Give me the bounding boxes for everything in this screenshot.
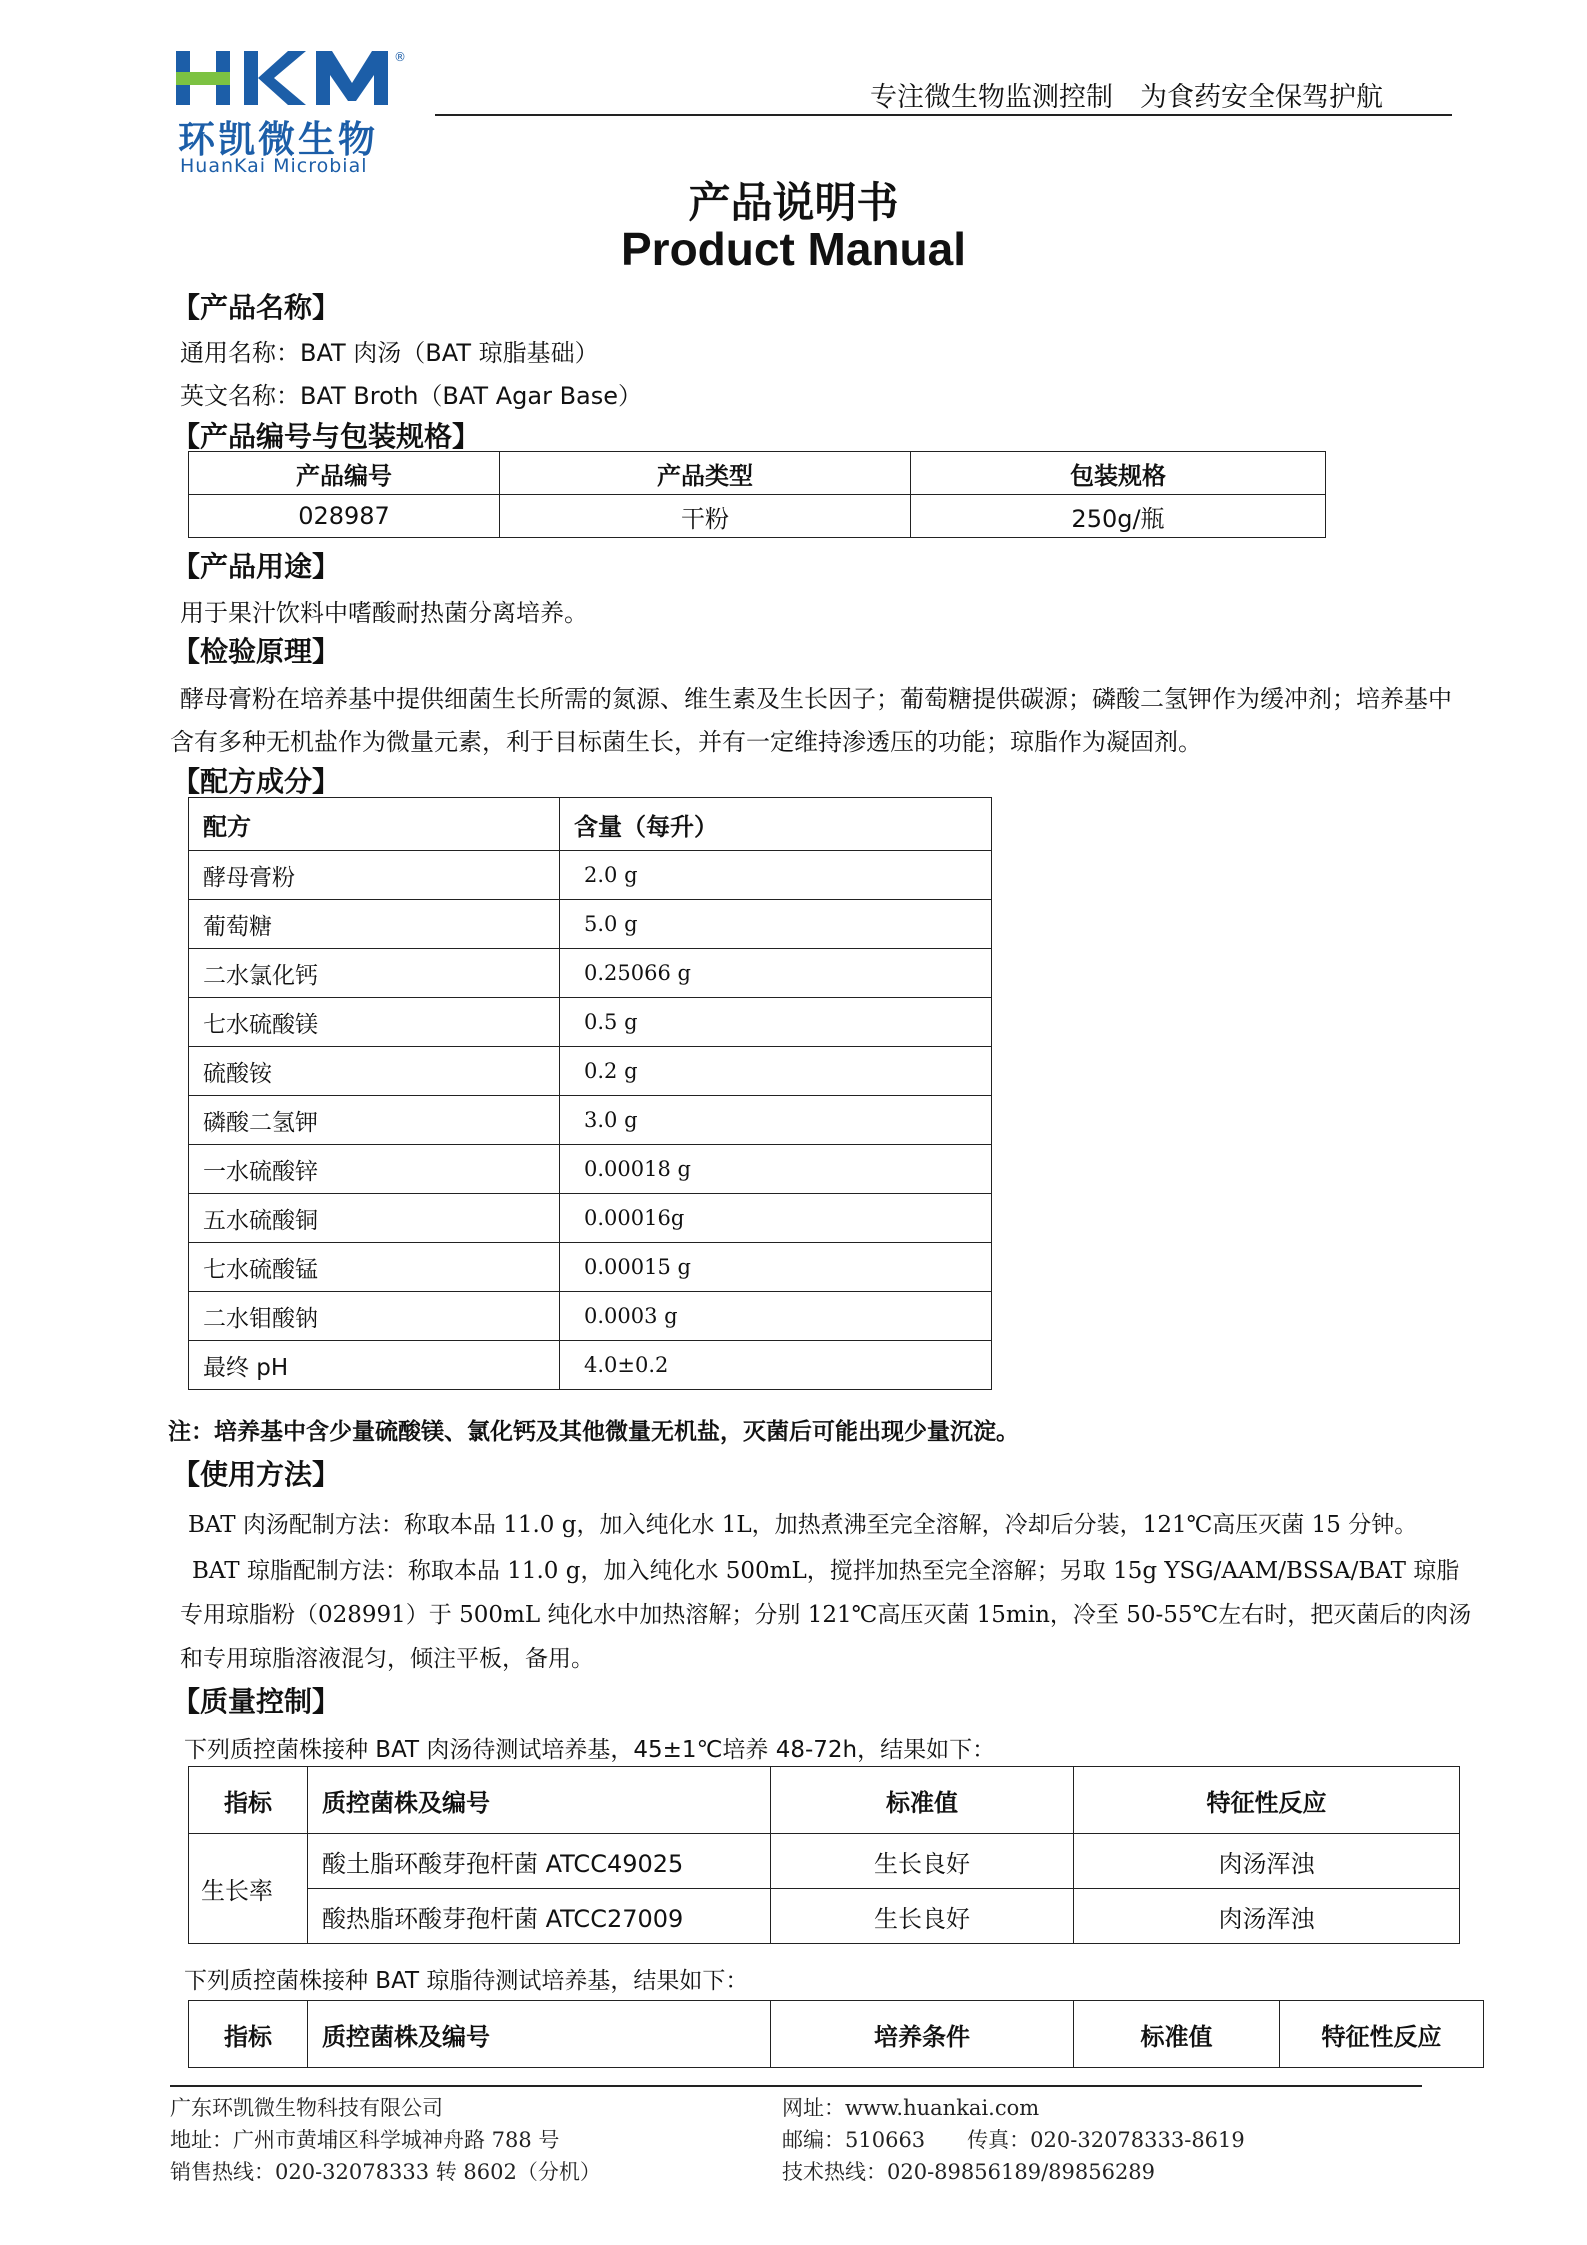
document-title-cn: 产品说明书 bbox=[688, 178, 899, 227]
table-cell: 生长率 bbox=[189, 1834, 308, 1944]
table-row bbox=[189, 1145, 992, 1194]
table-row bbox=[189, 1194, 992, 1243]
column-header: 特征性反应 bbox=[1280, 2001, 1484, 2068]
footer-divider bbox=[170, 2085, 1422, 2087]
table-row bbox=[189, 495, 1326, 538]
formula-note: 注：培养基中含少量硫酸镁、氯化钙及其他微量无机盐，灭菌后可能出现少量沉淀。 bbox=[168, 1419, 1019, 1445]
hkm-logo-mark-icon bbox=[170, 45, 440, 111]
packaging-table bbox=[188, 451, 1326, 538]
standard-value: 生长良好 bbox=[771, 1889, 1074, 1944]
method-line: BAT 肉汤配制方法：称取本品 11.0 g，加入纯化水 1L，加热煮沸至完全溶解，冷却后分装，121℃高压灭菌 15 分钟。 bbox=[188, 1512, 1418, 1538]
document-title-en: Product Manual bbox=[620, 223, 967, 275]
ingredient-name: 硫酸铵 bbox=[189, 1047, 560, 1096]
ingredient-amount: 3.0 g bbox=[560, 1096, 992, 1145]
ingredient-amount: 0.5 g bbox=[560, 998, 992, 1047]
ingredient-amount: 5.0 g bbox=[560, 900, 992, 949]
ingredient-amount: 0.00018 g bbox=[560, 1145, 992, 1194]
characteristic-reaction: 肉汤浑浊 bbox=[1074, 1834, 1460, 1889]
qc-intro-agar: 下列质控菌株接种 BAT 琼脂待测试培养基，结果如下： bbox=[184, 1968, 749, 1994]
footer-website: 网址：www.huankai.com bbox=[782, 2096, 1040, 2120]
column-header: 含量（每升） bbox=[560, 798, 992, 851]
ingredient-name: 二水氯化钙 bbox=[189, 949, 560, 998]
table-row bbox=[189, 1096, 992, 1145]
section-heading-quality-control: 【质量控制】 bbox=[172, 1685, 341, 1718]
qc-table-broth bbox=[188, 1766, 1460, 1944]
column-header: 指标 bbox=[189, 2001, 308, 2068]
column-header: 标准值 bbox=[771, 1767, 1074, 1834]
ingredient-amount: 2.0 g bbox=[560, 851, 992, 900]
footer-postcode-fax: 邮编：510663 传真：020-32078333-8619 bbox=[782, 2128, 1245, 2152]
footer-sales-hotline: 销售热线：020-32078333 转 8602（分机） bbox=[170, 2160, 601, 2184]
strain-name: 酸土脂环酸芽孢杆菌 ATCC49025 bbox=[308, 1834, 771, 1889]
column-header: 配方 bbox=[189, 798, 560, 851]
section-heading-method: 【使用方法】 bbox=[172, 1458, 341, 1491]
table-row bbox=[189, 1889, 1460, 1944]
method-line: BAT 琼脂配制方法：称取本品 11.0 g，加入纯化水 500mL，搅拌加热至完全溶解；另取 15g YSG/AAM/BSSA/BAT 琼脂 bbox=[192, 1558, 1460, 1584]
qc-intro-broth: 下列质控菌株接种 BAT 肉汤待测试培养基，45±1℃培养 48-72h，结果如下： bbox=[184, 1737, 996, 1763]
table-cell: 028987 bbox=[189, 495, 500, 538]
table-cell: 干粉 bbox=[500, 495, 911, 538]
column-header: 产品编号 bbox=[189, 452, 500, 495]
section-heading-usage: 【产品用途】 bbox=[172, 550, 341, 583]
ingredient-amount: 4.0±0.2 bbox=[560, 1341, 992, 1390]
principle-line: 含有多种无机盐作为微量元素，利于目标菌生长，并有一定维持渗透压的功能；琼脂作为凝固剂。 bbox=[170, 728, 1202, 756]
ingredient-amount: 0.00015 g bbox=[560, 1243, 992, 1292]
section-heading-principle: 【检验原理】 bbox=[172, 635, 341, 668]
method-line: 专用琼脂粉（028991）于 500mL 纯化水中加热溶解；分别 121℃高压灭菌 15min，冷至 50-55℃左右时，把灭菌后的肉汤 bbox=[180, 1602, 1472, 1628]
table-header-row bbox=[189, 452, 1326, 495]
table-header-row bbox=[189, 1767, 1460, 1834]
logo-chinese-name: 环凯微生物 bbox=[178, 118, 378, 161]
header-divider bbox=[435, 114, 1452, 116]
column-header: 质控菌株及编号 bbox=[308, 2001, 771, 2068]
ingredient-name: 最终 pH bbox=[189, 1341, 560, 1390]
footer-tech-hotline: 技术热线：020-89856189/89856289 bbox=[782, 2160, 1156, 2184]
ingredient-amount: 0.00016g bbox=[560, 1194, 992, 1243]
table-row bbox=[189, 998, 992, 1047]
column-header: 质控菌株及编号 bbox=[308, 1767, 771, 1834]
ingredient-name: 磷酸二氢钾 bbox=[189, 1096, 560, 1145]
ingredient-amount: 0.25066 g bbox=[560, 949, 992, 998]
ingredient-name: 二水钼酸钠 bbox=[189, 1292, 560, 1341]
formula-table bbox=[188, 797, 992, 1390]
table-row bbox=[189, 1834, 1460, 1889]
footer-company: 广东环凯微生物科技有限公司 bbox=[170, 2096, 443, 2120]
column-header: 包装规格 bbox=[911, 452, 1326, 495]
characteristic-reaction: 肉汤浑浊 bbox=[1074, 1889, 1460, 1944]
table-header-row bbox=[189, 798, 992, 851]
header-slogan: 专注微生物监测控制 为食药安全保驾护航 bbox=[870, 82, 1383, 113]
table-header-row bbox=[189, 2001, 1484, 2068]
table-row bbox=[189, 1292, 992, 1341]
ingredient-name: 酵母膏粉 bbox=[189, 851, 560, 900]
common-name: 通用名称：BAT 肉汤（BAT 琼脂基础） bbox=[180, 339, 599, 367]
ingredient-name: 七水硫酸锰 bbox=[189, 1243, 560, 1292]
standard-value: 生长良好 bbox=[771, 1834, 1074, 1889]
ingredient-name: 五水硫酸铜 bbox=[189, 1194, 560, 1243]
column-header: 培养条件 bbox=[771, 2001, 1074, 2068]
ingredient-name: 七水硫酸镁 bbox=[189, 998, 560, 1047]
ingredient-amount: 0.2 g bbox=[560, 1047, 992, 1096]
qc-table-agar bbox=[188, 2000, 1484, 2068]
ingredient-name: 一水硫酸锌 bbox=[189, 1145, 560, 1194]
company-logo bbox=[170, 45, 440, 177]
table-row bbox=[189, 949, 992, 998]
table-cell: 250g/瓶 bbox=[911, 495, 1326, 538]
svg-text:®: ® bbox=[394, 50, 406, 64]
table-row bbox=[189, 1341, 992, 1390]
table-row bbox=[189, 851, 992, 900]
principle-line: 酵母膏粉在培养基中提供细菌生长所需的氮源、维生素及生长因子；葡萄糖提供碳源；磷酸二氢钾作为缓冲剂；培养基中 bbox=[180, 685, 1452, 713]
column-header: 产品类型 bbox=[500, 452, 911, 495]
table-row bbox=[189, 900, 992, 949]
method-line: 和专用琼脂溶液混匀，倾注平板，备用。 bbox=[180, 1646, 594, 1672]
strain-name: 酸热脂环酸芽孢杆菌 ATCC27009 bbox=[308, 1889, 771, 1944]
column-header: 指标 bbox=[189, 1767, 308, 1834]
section-heading-packaging: 【产品编号与包装规格】 bbox=[172, 420, 481, 453]
table-row bbox=[189, 1243, 992, 1292]
ingredient-name: 葡萄糖 bbox=[189, 900, 560, 949]
ingredient-amount: 0.0003 g bbox=[560, 1292, 992, 1341]
column-header: 特征性反应 bbox=[1074, 1767, 1460, 1834]
table-row bbox=[189, 1047, 992, 1096]
section-heading-formula: 【配方成分】 bbox=[172, 765, 341, 798]
logo-english-name: HuanKai Microbial bbox=[180, 155, 368, 177]
section-heading-product-name: 【产品名称】 bbox=[172, 291, 341, 324]
footer-address: 地址：广州市黄埔区科学城神舟路 788 号 bbox=[170, 2128, 560, 2152]
usage-text: 用于果汁饮料中嗜酸耐热菌分离培养。 bbox=[180, 599, 588, 627]
column-header: 标准值 bbox=[1074, 2001, 1280, 2068]
english-name: 英文名称：BAT Broth（BAT Agar Base） bbox=[180, 382, 643, 410]
